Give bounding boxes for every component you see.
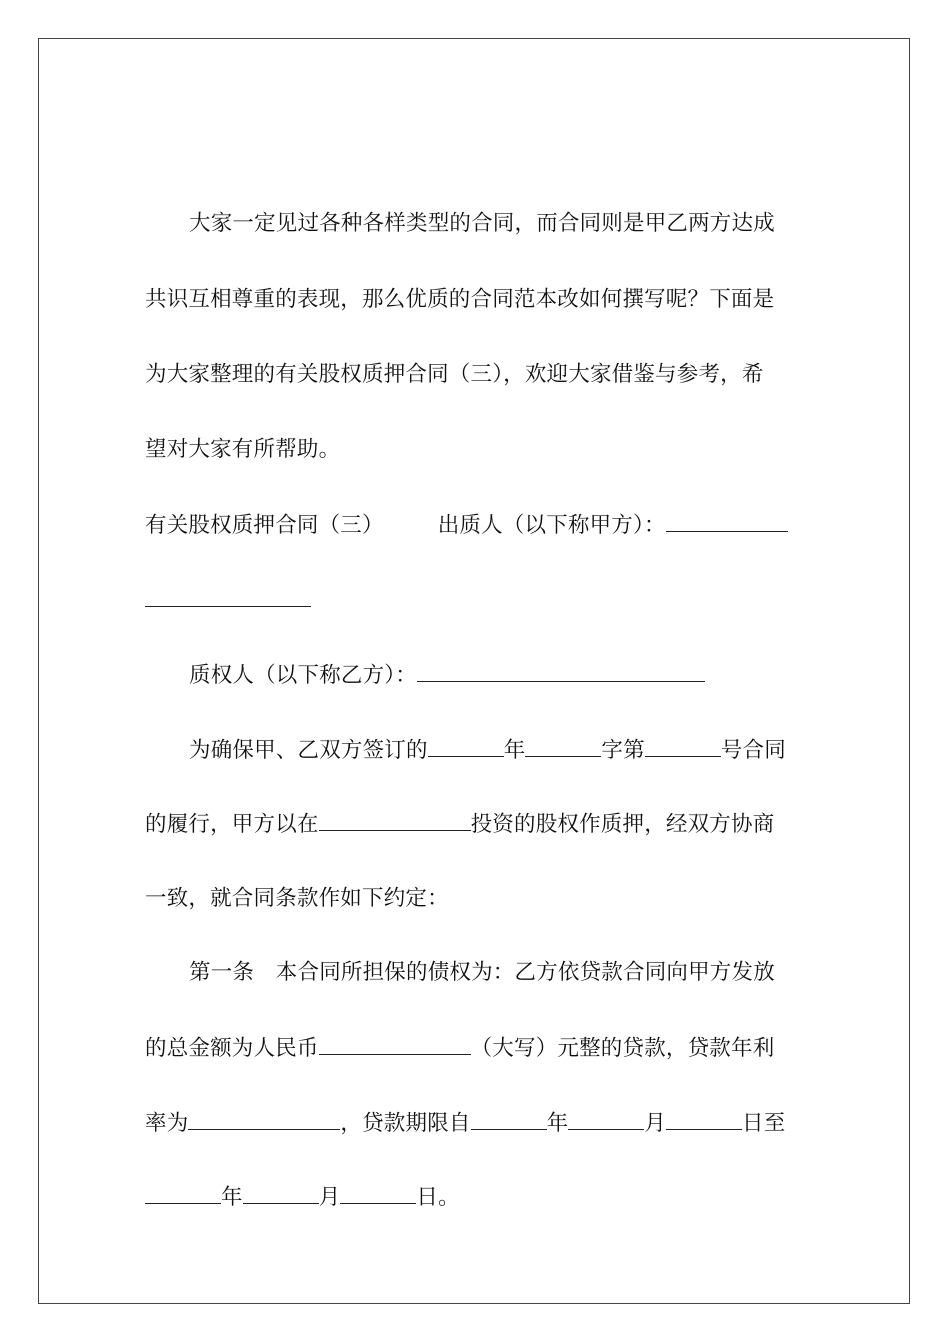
purpose-line-2 bbox=[145, 808, 810, 840]
article1-text-c3: 年 bbox=[546, 1111, 569, 1136]
loan-amount-blank bbox=[319, 1032, 471, 1055]
purpose-text-g: 一致，就合同条款作如下约定： bbox=[145, 886, 449, 911]
article1-line-2 bbox=[145, 1032, 810, 1064]
intro-text-4: 望对大家有所帮助。 bbox=[145, 437, 341, 462]
purpose-line-3 bbox=[145, 883, 810, 915]
purpose-text-c: 字第 bbox=[601, 738, 645, 763]
purpose-text-a: 为确保甲、乙双方签订的 bbox=[189, 738, 428, 763]
purpose-text-d: 号合同 bbox=[720, 738, 786, 763]
intro-text-1: 大家一定见过各种各样类型的合同，而合同则是甲乙两方达成 bbox=[189, 211, 775, 236]
start-month-blank bbox=[568, 1107, 644, 1130]
article1-line-4 bbox=[145, 1181, 810, 1213]
contract-title-line bbox=[145, 509, 810, 541]
article1-text-a: 第一条 本合同所担保的债权为：乙方依贷款合同向甲方发放 bbox=[189, 960, 775, 985]
pledgee-line bbox=[189, 659, 854, 691]
end-day-blank bbox=[340, 1181, 416, 1204]
article1-text-b1: 的总金额为人民币 bbox=[145, 1036, 319, 1061]
purpose-line-1 bbox=[189, 734, 854, 766]
start-year-blank bbox=[471, 1107, 547, 1130]
pledgee-blank bbox=[417, 659, 705, 682]
article1-line-3 bbox=[145, 1107, 810, 1139]
article1-text-d1: 年 bbox=[221, 1185, 243, 1210]
article1-text-c1: 率为 bbox=[145, 1111, 189, 1136]
contract-year-blank bbox=[428, 734, 504, 757]
start-day-blank bbox=[666, 1107, 742, 1130]
interest-rate-blank bbox=[188, 1107, 340, 1130]
contract-char-blank bbox=[525, 734, 601, 757]
end-year-blank bbox=[145, 1181, 221, 1204]
pledgor-blank-line bbox=[145, 584, 810, 616]
article1-text-c2: ，贷款期限自 bbox=[340, 1111, 471, 1136]
intro-line-3 bbox=[145, 359, 810, 391]
article1-text-d3: 日。 bbox=[416, 1185, 460, 1210]
contract-title: 有关股权质押合同（三） bbox=[145, 513, 384, 538]
pledgor-blank-cont bbox=[145, 584, 311, 607]
invest-company-blank bbox=[319, 808, 471, 831]
purpose-text-e: 的履行，甲方以在 bbox=[145, 812, 319, 837]
intro-text-2: 共识互相尊重的表现，那么优质的合同范本改如何撰写呢？下面是 bbox=[145, 287, 775, 312]
pledgee-label: 质权人（以下称乙方）： bbox=[189, 663, 417, 688]
intro-line-1 bbox=[189, 208, 854, 240]
pledgor-label: 出质人（以下称甲方）： bbox=[437, 513, 666, 538]
article1-text-c4: 月 bbox=[644, 1111, 667, 1136]
intro-line-2 bbox=[145, 284, 810, 316]
article1-text-d2: 月 bbox=[318, 1185, 341, 1210]
purpose-text-f: 投资的股权作质押，经双方协商 bbox=[470, 812, 775, 837]
pledgor-blank bbox=[666, 509, 788, 532]
article1-line-1 bbox=[189, 957, 854, 989]
end-month-blank bbox=[243, 1181, 319, 1204]
purpose-text-b: 年 bbox=[503, 738, 526, 763]
contract-number-blank bbox=[645, 734, 721, 757]
article1-text-c5: 日至 bbox=[742, 1111, 786, 1136]
intro-text-3: 为大家整理的有关股权质押合同（三），欢迎大家借鉴与参考，希 bbox=[145, 362, 764, 387]
intro-line-4 bbox=[145, 434, 810, 466]
article1-text-b2: （大写）元整的贷款，贷款年利 bbox=[470, 1036, 775, 1061]
